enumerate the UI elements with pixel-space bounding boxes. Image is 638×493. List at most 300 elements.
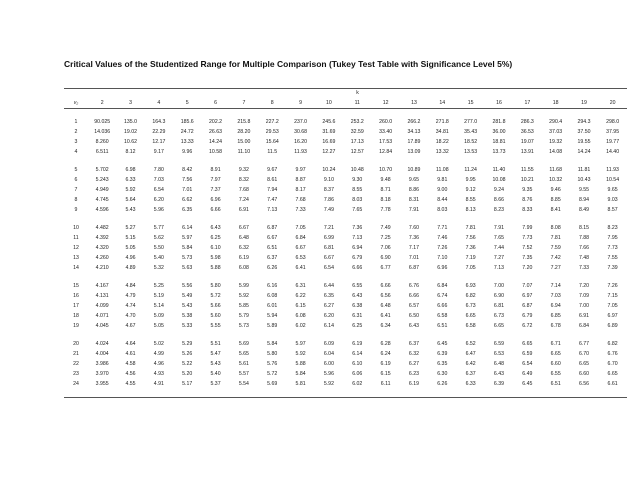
table-cell: 6.82 bbox=[607, 341, 618, 347]
table-cell: 8.13 bbox=[465, 207, 476, 213]
table-row bbox=[64, 195, 627, 205]
table-cell: 5.14 bbox=[153, 303, 164, 309]
table-cell: 7.00 bbox=[578, 303, 590, 309]
table-cell: 11.10 bbox=[237, 149, 251, 155]
table-cell: 5.92 bbox=[295, 351, 306, 357]
table-cell: 16.20 bbox=[294, 139, 308, 145]
table-cell: 14.40 bbox=[606, 149, 620, 155]
table-cell: 7.37 bbox=[210, 187, 221, 193]
table-cell: 6.60 bbox=[578, 371, 590, 377]
group-spacer bbox=[64, 215, 627, 223]
table-cell: 9.17 bbox=[153, 149, 164, 155]
table-cell: 6.37 bbox=[267, 255, 278, 261]
table-cell: 7.33 bbox=[295, 207, 306, 213]
table-cell: 7.49 bbox=[323, 207, 334, 213]
table-cell: 6.26 bbox=[267, 265, 278, 271]
table-cell: 8.42 bbox=[182, 167, 193, 173]
table-cell: 6.50 bbox=[408, 313, 419, 319]
table-cell: 19.55 bbox=[577, 139, 591, 145]
table-cell: 7.60 bbox=[408, 225, 419, 231]
table-cell: 8.03 bbox=[437, 207, 448, 213]
table-cell: 24.72 bbox=[180, 129, 194, 135]
table-cell: 6.27 bbox=[408, 361, 419, 367]
column-header-row bbox=[64, 98, 627, 109]
table-cell: 6.85 bbox=[550, 313, 561, 319]
table-cell: 202.2 bbox=[209, 119, 223, 125]
table-cell: 6.16 bbox=[267, 283, 278, 289]
table-cell: 6.27 bbox=[323, 303, 334, 309]
table-cell: 8.33 bbox=[522, 207, 533, 213]
table-cell: 11.40 bbox=[492, 167, 506, 173]
table-cell: 8.18 bbox=[380, 197, 391, 203]
table-cell: 6.43 bbox=[493, 371, 505, 377]
table-cell: 5.96 bbox=[323, 371, 334, 377]
table-cell: 8.31 bbox=[408, 197, 419, 203]
table-cell: 6.79 bbox=[522, 313, 533, 319]
table-cell: 5.54 bbox=[238, 381, 249, 387]
table-cell: 5.25 bbox=[153, 283, 164, 289]
table-cell: 15.00 bbox=[237, 139, 251, 145]
table-cell: 6.33 bbox=[465, 381, 476, 387]
group-spacer bbox=[64, 389, 627, 398]
column-header: 5 bbox=[173, 98, 201, 109]
v-column-header: v₂ bbox=[64, 98, 88, 109]
table-cell: 28.20 bbox=[237, 129, 251, 135]
table-cell: 37.03 bbox=[549, 129, 563, 135]
table-cell: 6.20 bbox=[323, 313, 334, 319]
table-cell: 5.69 bbox=[238, 341, 249, 347]
table-cell: 6.31 bbox=[352, 313, 363, 319]
table-cell: 7.10 bbox=[437, 255, 448, 261]
table-cell: 8.86 bbox=[408, 187, 419, 193]
table-cell: 9.35 bbox=[522, 187, 533, 193]
table-cell: 9.46 bbox=[550, 187, 561, 193]
table-cell: 6.54 bbox=[522, 361, 533, 367]
table-cell: 6.45 bbox=[437, 341, 448, 347]
row-df-label: 17 bbox=[73, 303, 79, 309]
table-cell: 5.92 bbox=[125, 187, 136, 193]
table-cell: 6.48 bbox=[238, 235, 249, 241]
table-cell: 13.32 bbox=[435, 149, 449, 155]
row-df-label: 2 bbox=[74, 129, 78, 135]
table-cell: 7.52 bbox=[522, 245, 533, 251]
table-cell: 6.33 bbox=[125, 177, 136, 183]
table-cell: 6.24 bbox=[380, 351, 391, 357]
table-cell: 5.98 bbox=[210, 255, 221, 261]
table-cell: 32.59 bbox=[350, 129, 364, 135]
table-cell: 6.81 bbox=[323, 245, 334, 251]
table-cell: 6.65 bbox=[550, 351, 561, 357]
column-header: 18 bbox=[542, 98, 570, 109]
row-df-label: 13 bbox=[73, 255, 79, 261]
table-cell: 5.79 bbox=[238, 313, 249, 319]
table-cell: 6.77 bbox=[380, 265, 391, 271]
column-header: 6 bbox=[201, 98, 229, 109]
table-cell: 4.70 bbox=[125, 313, 136, 319]
table-row bbox=[64, 253, 627, 263]
table-cell: 5.19 bbox=[153, 293, 164, 299]
table-cell: 9.24 bbox=[493, 187, 505, 193]
table-row bbox=[64, 185, 627, 195]
table-cell: 6.65 bbox=[465, 313, 476, 319]
table-cell: 35.43 bbox=[464, 129, 478, 135]
table-cell: 4.93 bbox=[153, 371, 164, 377]
table-row bbox=[64, 165, 627, 175]
table-cell: 6.59 bbox=[522, 351, 533, 357]
table-cell: 6.61 bbox=[607, 381, 618, 387]
table-cell: 10.58 bbox=[209, 149, 223, 155]
table-cell: 6.55 bbox=[550, 371, 561, 377]
table-cell: 5.84 bbox=[295, 371, 306, 377]
table-row bbox=[64, 369, 627, 379]
table-cell: 9.48 bbox=[380, 177, 391, 183]
table-cell: 5.96 bbox=[153, 207, 164, 213]
table-cell: 7.68 bbox=[238, 187, 249, 193]
table-row bbox=[64, 339, 627, 349]
table-cell: 6.56 bbox=[578, 381, 590, 387]
row-df-label: 23 bbox=[73, 371, 79, 377]
table-cell: 8.37 bbox=[323, 187, 334, 193]
table-cell: 4.55 bbox=[125, 381, 136, 387]
table-cell: 8.44 bbox=[437, 197, 448, 203]
table-cell: 6.93 bbox=[465, 283, 476, 289]
table-cell: 6.72 bbox=[522, 323, 533, 329]
table-cell: 6.96 bbox=[210, 197, 221, 203]
row-df-label: 14 bbox=[73, 265, 79, 271]
table-cell: 7.81 bbox=[465, 225, 476, 231]
table-row bbox=[64, 379, 627, 389]
table-cell: 6.65 bbox=[607, 371, 618, 377]
table-cell: 286.3 bbox=[520, 119, 534, 125]
table-cell: 7.36 bbox=[465, 245, 476, 251]
table-cell: 245.6 bbox=[322, 119, 336, 125]
table-cell: 8.61 bbox=[267, 177, 278, 183]
table-cell: 6.66 bbox=[408, 293, 419, 299]
table-cell: 6.08 bbox=[295, 313, 306, 319]
table-cell: 10.89 bbox=[407, 167, 421, 173]
table-cell: 6.53 bbox=[493, 351, 505, 357]
table-cell: 7.01 bbox=[182, 187, 193, 193]
table-cell: 9.65 bbox=[607, 187, 618, 193]
table-cell: 5.22 bbox=[182, 361, 193, 367]
table-cell: 8.55 bbox=[352, 187, 363, 193]
table-cell: 8.32 bbox=[238, 177, 249, 183]
row-df-label: 16 bbox=[73, 293, 79, 299]
table-cell: 8.23 bbox=[493, 207, 505, 213]
table-cell: 7.25 bbox=[380, 235, 391, 241]
table-cell: 237.0 bbox=[294, 119, 308, 125]
table-cell: 4.64 bbox=[125, 341, 136, 347]
table-cell: 19.07 bbox=[520, 139, 534, 145]
table-cell: 11.81 bbox=[577, 167, 591, 173]
table-cell: 6.42 bbox=[465, 361, 476, 367]
table-cell: 6.19 bbox=[352, 341, 363, 347]
table-cell: 5.80 bbox=[210, 283, 221, 289]
table-cell: 4.91 bbox=[153, 381, 164, 387]
table-row bbox=[64, 205, 627, 215]
table-cell: 6.48 bbox=[493, 361, 505, 367]
table-cell: 6.25 bbox=[352, 323, 363, 329]
table-cell: 29.53 bbox=[265, 129, 279, 135]
table-cell: 7.65 bbox=[493, 235, 505, 241]
table-cell: 6.65 bbox=[522, 341, 533, 347]
column-header: 14 bbox=[428, 98, 456, 109]
table-cell: 4.024 bbox=[95, 341, 109, 347]
table-cell: 7.07 bbox=[522, 283, 533, 289]
table-cell: 5.72 bbox=[267, 371, 278, 377]
table-cell: 5.29 bbox=[182, 341, 193, 347]
table-cell: 7.95 bbox=[607, 235, 618, 241]
table-cell: 9.67 bbox=[267, 167, 278, 173]
table-row bbox=[64, 321, 627, 331]
table-cell: 11.68 bbox=[549, 167, 562, 173]
row-df-label: 24 bbox=[73, 381, 79, 387]
table-cell: 7.01 bbox=[408, 255, 419, 261]
column-header: 7 bbox=[230, 98, 258, 109]
table-cell: 14.08 bbox=[549, 149, 563, 155]
table-cell: 6.32 bbox=[238, 245, 249, 251]
table-cell: 6.54 bbox=[153, 187, 164, 193]
table-cell: 5.02 bbox=[153, 341, 164, 347]
table-cell: 4.210 bbox=[95, 265, 109, 271]
table-cell: 6.14 bbox=[182, 225, 193, 231]
table-cell: 6.84 bbox=[295, 235, 306, 241]
table-cell: 6.76 bbox=[607, 351, 618, 357]
table-cell: 4.745 bbox=[95, 197, 109, 203]
table-cell: 7.35 bbox=[522, 255, 533, 261]
table-cell: 6.02 bbox=[352, 381, 363, 387]
table-cell: 6.49 bbox=[522, 371, 533, 377]
table-cell: 4.004 bbox=[95, 351, 109, 357]
table-cell: 6.82 bbox=[465, 293, 476, 299]
table-cell: 5.62 bbox=[153, 235, 164, 241]
table-row bbox=[64, 223, 627, 233]
k-label: k bbox=[356, 90, 359, 96]
table-cell: 271.8 bbox=[435, 119, 449, 125]
row-df-label: 7 bbox=[74, 187, 78, 193]
table-cell: 5.26 bbox=[182, 351, 193, 357]
table-cell: 22.29 bbox=[152, 129, 166, 135]
table-cell: 8.12 bbox=[125, 149, 136, 155]
table-cell: 8.17 bbox=[295, 187, 306, 193]
table-cell: 9.12 bbox=[465, 187, 476, 193]
table-cell: 34.13 bbox=[407, 129, 421, 135]
table-cell: 4.071 bbox=[95, 313, 109, 319]
table-cell: 5.43 bbox=[182, 303, 193, 309]
table-cell: 8.71 bbox=[380, 187, 391, 193]
table-cell: 215.8 bbox=[237, 119, 251, 125]
table-cell: 7.56 bbox=[465, 235, 476, 241]
table-cell: 17.53 bbox=[379, 139, 393, 145]
table-cell: 11.24 bbox=[464, 167, 477, 173]
table-cell: 6.73 bbox=[493, 313, 505, 319]
table-cell: 6.58 bbox=[465, 323, 476, 329]
table-row bbox=[64, 117, 627, 127]
table-cell: 13.91 bbox=[520, 149, 534, 155]
row-df-label: 6 bbox=[74, 177, 78, 183]
table-cell: 5.76 bbox=[267, 361, 278, 367]
table-cell: 5.51 bbox=[210, 341, 221, 347]
table-cell: 7.15 bbox=[607, 293, 618, 299]
table-cell: 10.21 bbox=[520, 177, 534, 183]
table-cell: 6.35 bbox=[437, 361, 448, 367]
table-cell: 6.30 bbox=[437, 371, 448, 377]
table-cell: 10.32 bbox=[549, 177, 563, 183]
table-cell: 6.66 bbox=[380, 283, 391, 289]
table-cell: 7.49 bbox=[380, 225, 391, 231]
table-cell: 4.045 bbox=[95, 323, 109, 329]
table-cell: 6.71 bbox=[550, 341, 561, 347]
table-cell: 5.15 bbox=[125, 235, 136, 241]
table-cell: 17.89 bbox=[407, 139, 421, 145]
row-df-label: 12 bbox=[73, 245, 79, 251]
table-cell: 8.15 bbox=[578, 225, 590, 231]
table-cell: 9.95 bbox=[465, 177, 476, 183]
table-row bbox=[64, 233, 627, 243]
table-cell: 7.86 bbox=[323, 197, 334, 203]
table-cell: 7.46 bbox=[437, 235, 448, 241]
table-cell: 7.39 bbox=[607, 265, 618, 271]
table-cell: 5.57 bbox=[238, 371, 249, 377]
table-cell: 5.73 bbox=[238, 323, 249, 329]
table-cell: 6.511 bbox=[95, 149, 109, 155]
table-cell: 6.41 bbox=[380, 313, 391, 319]
table-cell: 6.39 bbox=[437, 351, 448, 357]
table-cell: 6.89 bbox=[607, 323, 618, 329]
group-spacer bbox=[64, 331, 627, 339]
spacer-cell bbox=[64, 109, 627, 118]
table-cell: 9.30 bbox=[352, 177, 363, 183]
table-cell: 6.87 bbox=[267, 225, 278, 231]
table-cell: 7.13 bbox=[493, 265, 505, 271]
table-cell: 5.43 bbox=[210, 361, 221, 367]
row-df-label: 19 bbox=[73, 323, 79, 329]
table-cell: 6.48 bbox=[380, 303, 391, 309]
table-cell: 7.71 bbox=[437, 225, 448, 231]
table-cell: 6.67 bbox=[323, 255, 334, 261]
table-cell: 11.55 bbox=[521, 167, 534, 173]
table-cell: 6.35 bbox=[323, 293, 334, 299]
table-cell: 5.77 bbox=[153, 225, 164, 231]
table-cell: 7.36 bbox=[352, 225, 363, 231]
table-cell: 5.27 bbox=[125, 225, 136, 231]
table-cell: 6.66 bbox=[437, 303, 448, 309]
table-cell: 9.10 bbox=[323, 177, 334, 183]
table-cell: 7.06 bbox=[380, 245, 391, 251]
table-cell: 6.52 bbox=[465, 341, 476, 347]
table-cell: 8.03 bbox=[352, 197, 363, 203]
table-cell: 8.57 bbox=[607, 207, 618, 213]
table-cell: 7.33 bbox=[578, 265, 590, 271]
table-cell: 6.02 bbox=[295, 323, 306, 329]
table-cell: 6.94 bbox=[550, 303, 561, 309]
table-cell: 7.21 bbox=[323, 225, 334, 231]
table-cell: 11.93 bbox=[294, 149, 307, 155]
page-title: Critical Values of the Studentized Range for Multiple Comparison (Tukey Test Table with Significance Level 5%) bbox=[64, 59, 513, 69]
table-cell: 5.38 bbox=[182, 313, 193, 319]
table-cell: 6.31 bbox=[295, 283, 306, 289]
table-cell: 6.65 bbox=[493, 323, 505, 329]
table-cell: 5.66 bbox=[210, 303, 221, 309]
table-cell: 5.32 bbox=[153, 265, 164, 271]
table-cell: 5.63 bbox=[182, 265, 193, 271]
table-row bbox=[64, 175, 627, 185]
table-cell: 7.81 bbox=[550, 235, 561, 241]
table-cell: 9.03 bbox=[607, 197, 618, 203]
table-cell: 37.95 bbox=[606, 129, 620, 135]
table-cell: 253.2 bbox=[350, 119, 364, 125]
table-cell: 5.88 bbox=[210, 265, 221, 271]
table-cell: 6.90 bbox=[380, 255, 391, 261]
column-header: 8 bbox=[258, 98, 286, 109]
table-cell: 7.91 bbox=[408, 207, 419, 213]
table-cell: 5.40 bbox=[153, 255, 164, 261]
table-cell: 5.05 bbox=[125, 245, 136, 251]
table-cell: 6.77 bbox=[578, 341, 590, 347]
table-cell: 7.55 bbox=[607, 255, 618, 261]
table-cell: 7.27 bbox=[493, 255, 505, 261]
table-cell: 5.99 bbox=[238, 283, 249, 289]
table-cell: 281.8 bbox=[492, 119, 506, 125]
table-cell: 8.55 bbox=[465, 197, 476, 203]
table-cell: 6.37 bbox=[465, 371, 476, 377]
table-cell: 6.91 bbox=[238, 207, 249, 213]
table-cell: 26.63 bbox=[209, 129, 223, 135]
table-cell: 4.74 bbox=[125, 303, 136, 309]
table-cell: 11.5 bbox=[267, 149, 278, 155]
table-cell: 6.62 bbox=[182, 197, 193, 203]
k-header-row bbox=[64, 89, 627, 99]
table-cell: 7.05 bbox=[465, 265, 476, 271]
table-cell: 7.42 bbox=[550, 255, 561, 261]
table-cell: 3.986 bbox=[95, 361, 109, 367]
table-cell: 7.73 bbox=[607, 245, 618, 251]
table-cell: 7.13 bbox=[267, 207, 278, 213]
table-cell: 10.24 bbox=[322, 167, 336, 173]
table-cell: 5.37 bbox=[210, 381, 221, 387]
table-cell: 6.78 bbox=[550, 323, 561, 329]
table-cell: 6.84 bbox=[578, 323, 590, 329]
table-row bbox=[64, 311, 627, 321]
table-cell: 7.20 bbox=[522, 265, 533, 271]
table-cell: 7.59 bbox=[550, 245, 561, 251]
table-cell: 6.35 bbox=[182, 207, 193, 213]
table-cell: 6.57 bbox=[408, 303, 419, 309]
table-cell: 135.0 bbox=[124, 119, 137, 125]
table-cell: 13.09 bbox=[407, 149, 421, 155]
row-df-label: 11 bbox=[73, 235, 79, 241]
table-cell: 4.79 bbox=[125, 293, 136, 299]
row-df-label: 4 bbox=[74, 149, 78, 155]
table-cell: 6.97 bbox=[522, 293, 533, 299]
table-cell: 5.84 bbox=[267, 341, 278, 347]
column-header: 2 bbox=[88, 98, 116, 109]
table-cell: 6.51 bbox=[437, 323, 448, 329]
table-cell: 19.02 bbox=[124, 129, 137, 135]
table-cell: 7.88 bbox=[578, 235, 590, 241]
table-cell: 5.65 bbox=[238, 351, 249, 357]
table-cell: 185.6 bbox=[180, 119, 194, 125]
table-cell: 7.27 bbox=[550, 265, 561, 271]
table-cell: 6.87 bbox=[522, 303, 533, 309]
table-cell: 15.64 bbox=[265, 139, 279, 145]
table-cell: 5.49 bbox=[182, 293, 193, 299]
spacer-cell bbox=[64, 273, 627, 281]
table-cell: 14.24 bbox=[577, 149, 591, 155]
table-cell: 290.4 bbox=[549, 119, 563, 125]
table-cell: 6.14 bbox=[323, 323, 334, 329]
table-cell: 6.45 bbox=[522, 381, 533, 387]
